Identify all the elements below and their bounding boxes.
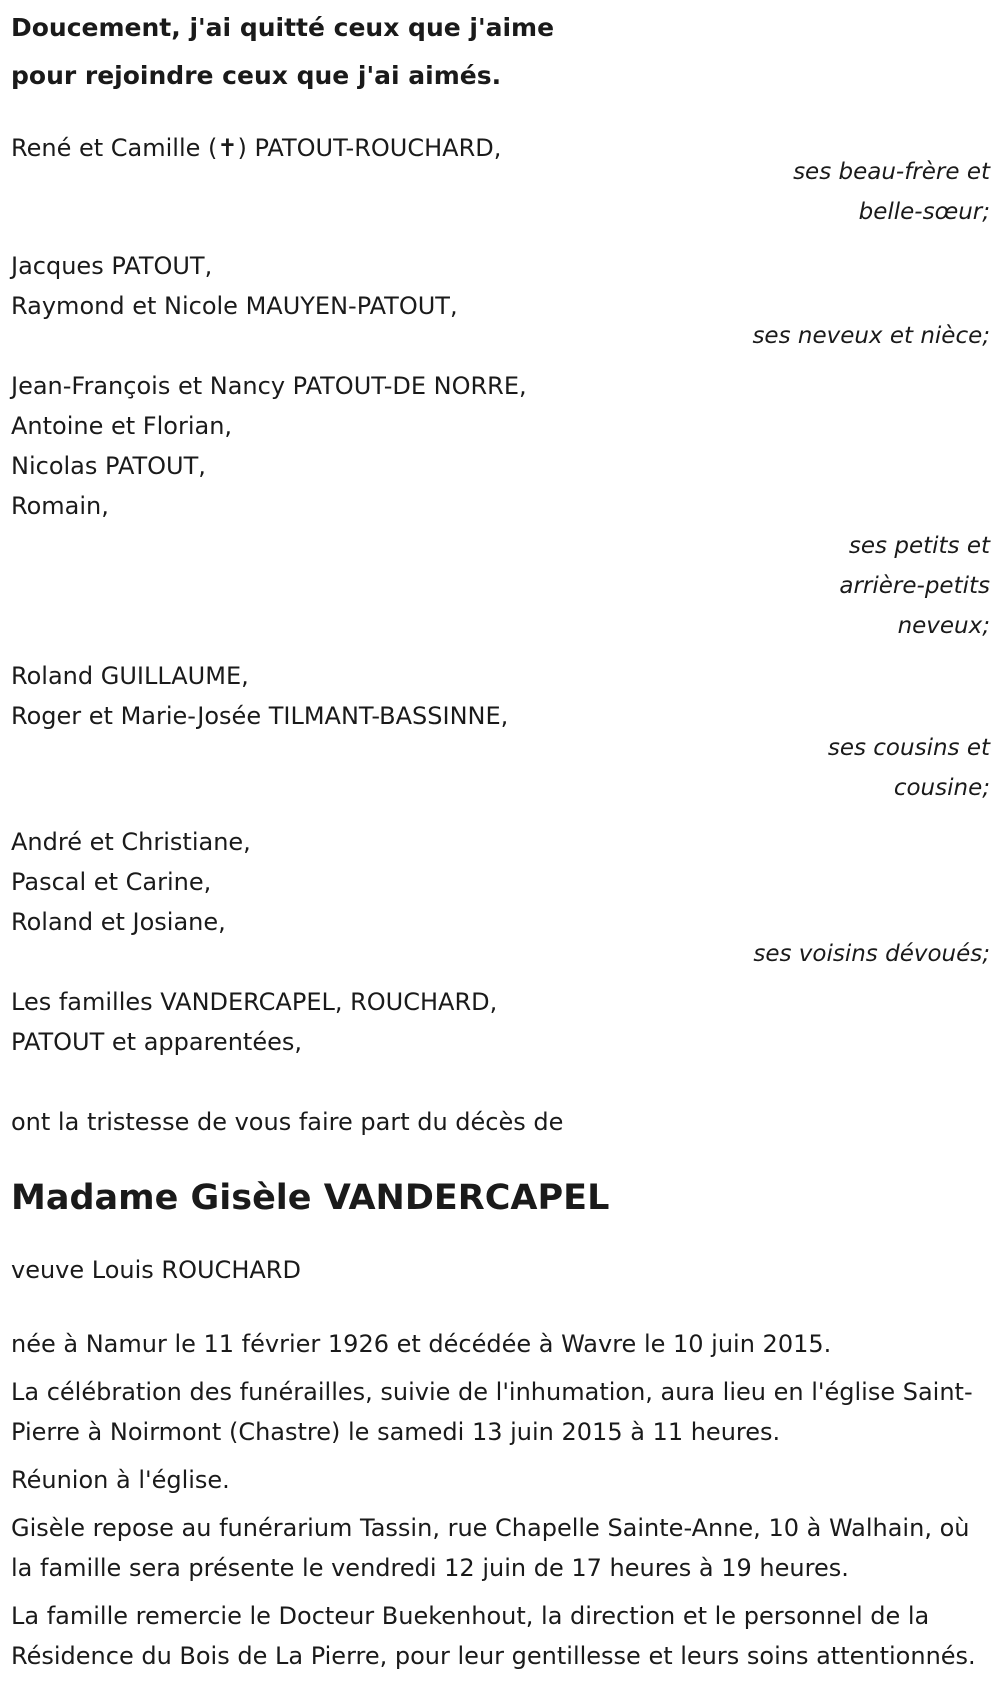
announcement-text: ont la tristesse de vous faire part du décès de — [11, 1108, 564, 1136]
family-name-line: Raymond et Nicole MAUYEN-PATOUT, — [11, 292, 458, 320]
family-group-nephews-niece — [11, 246, 990, 356]
family-name-line: Roland GUILLAUME, — [11, 662, 249, 690]
family-name-line: Nicolas PATOUT, — [11, 452, 206, 480]
relation-label — [11, 526, 990, 646]
epigraph-line: Doucement, j'ai quitté ceux que j'aime — [11, 13, 555, 42]
family-group-families — [11, 982, 990, 1062]
deceased-name: Madame Gisèle VANDERCAPEL — [11, 1178, 610, 1218]
relation-line: ses neveux et nièce; — [752, 323, 990, 349]
family-name-line: Pascal et Carine, — [11, 868, 212, 896]
family-name-line: Roger et Marie-Josée TILMANT-BASSINNE, — [11, 702, 509, 730]
family-name-line: André et Christiane, — [11, 828, 251, 856]
relation-line: neveux; — [897, 613, 990, 639]
family-name-line: Les familles VANDERCAPEL, ROUCHARD, — [11, 988, 498, 1016]
relation-line: ses voisins dévoués; — [753, 941, 990, 967]
relation-line: arrière-petits — [839, 573, 990, 599]
birth-death-paragraph: née à Namur le 11 février 1926 et décédée à Wavre le 10 juin 2015. — [11, 1330, 832, 1358]
epigraph-line: pour rejoindre ceux que j'ai aimés. — [11, 61, 502, 90]
family-name-line: Jean-François et Nancy PATOUT-DE NORRE, — [11, 372, 527, 400]
family-name-line: Antoine et Florian, — [11, 412, 233, 440]
family-group-brother-sister-in-law — [11, 128, 990, 232]
widow-of-text: veuve Louis ROUCHARD — [11, 1256, 301, 1284]
family-name-line: Roland et Josiane, — [11, 908, 226, 936]
family-group-neighbours — [11, 822, 990, 974]
family-name-line: Romain, — [11, 492, 109, 520]
thanks-paragraph: La famille remercie le Docteur Buekenhout, la direction et le personnel de la Résidence du Bois de La Pierre, pour leur gentillesse et leurs soins attentionnés. — [11, 1602, 976, 1670]
family-name-line: Jacques PATOUT, — [11, 252, 213, 280]
relation-line: ses petits et — [848, 533, 990, 559]
funeral-paragraph: La célébration des funérailles, suivie de l'inhumation, aura lieu en l'église Saint-Pierre à Noirmont (Chastre) le samedi 13 juin 2015 à 11 heures. — [11, 1378, 973, 1446]
meeting-paragraph: Réunion à l'église. — [11, 1466, 230, 1494]
relation-line: belle-sœur; — [858, 199, 990, 225]
relation-line: ses cousins et — [827, 735, 990, 761]
family-group-cousins — [11, 656, 990, 808]
relation-line: ses beau-frère et — [793, 159, 990, 185]
epigraph — [11, 4, 990, 100]
family-name-line: René et Camille (✝) PATOUT-ROUCHARD, — [11, 134, 502, 162]
relation-line: cousine; — [893, 775, 990, 801]
relation-label — [11, 728, 990, 808]
family-name-line: PATOUT et apparentées, — [11, 1028, 302, 1056]
family-group-grand-nephews — [11, 366, 990, 646]
funeral-home-paragraph: Gisèle repose au funérarium Tassin, rue Chapelle Sainte-Anne, 10 à Walhain, où la famille sera présente le vendredi 12 juin de 17 heures à 19 heures. — [11, 1514, 970, 1582]
